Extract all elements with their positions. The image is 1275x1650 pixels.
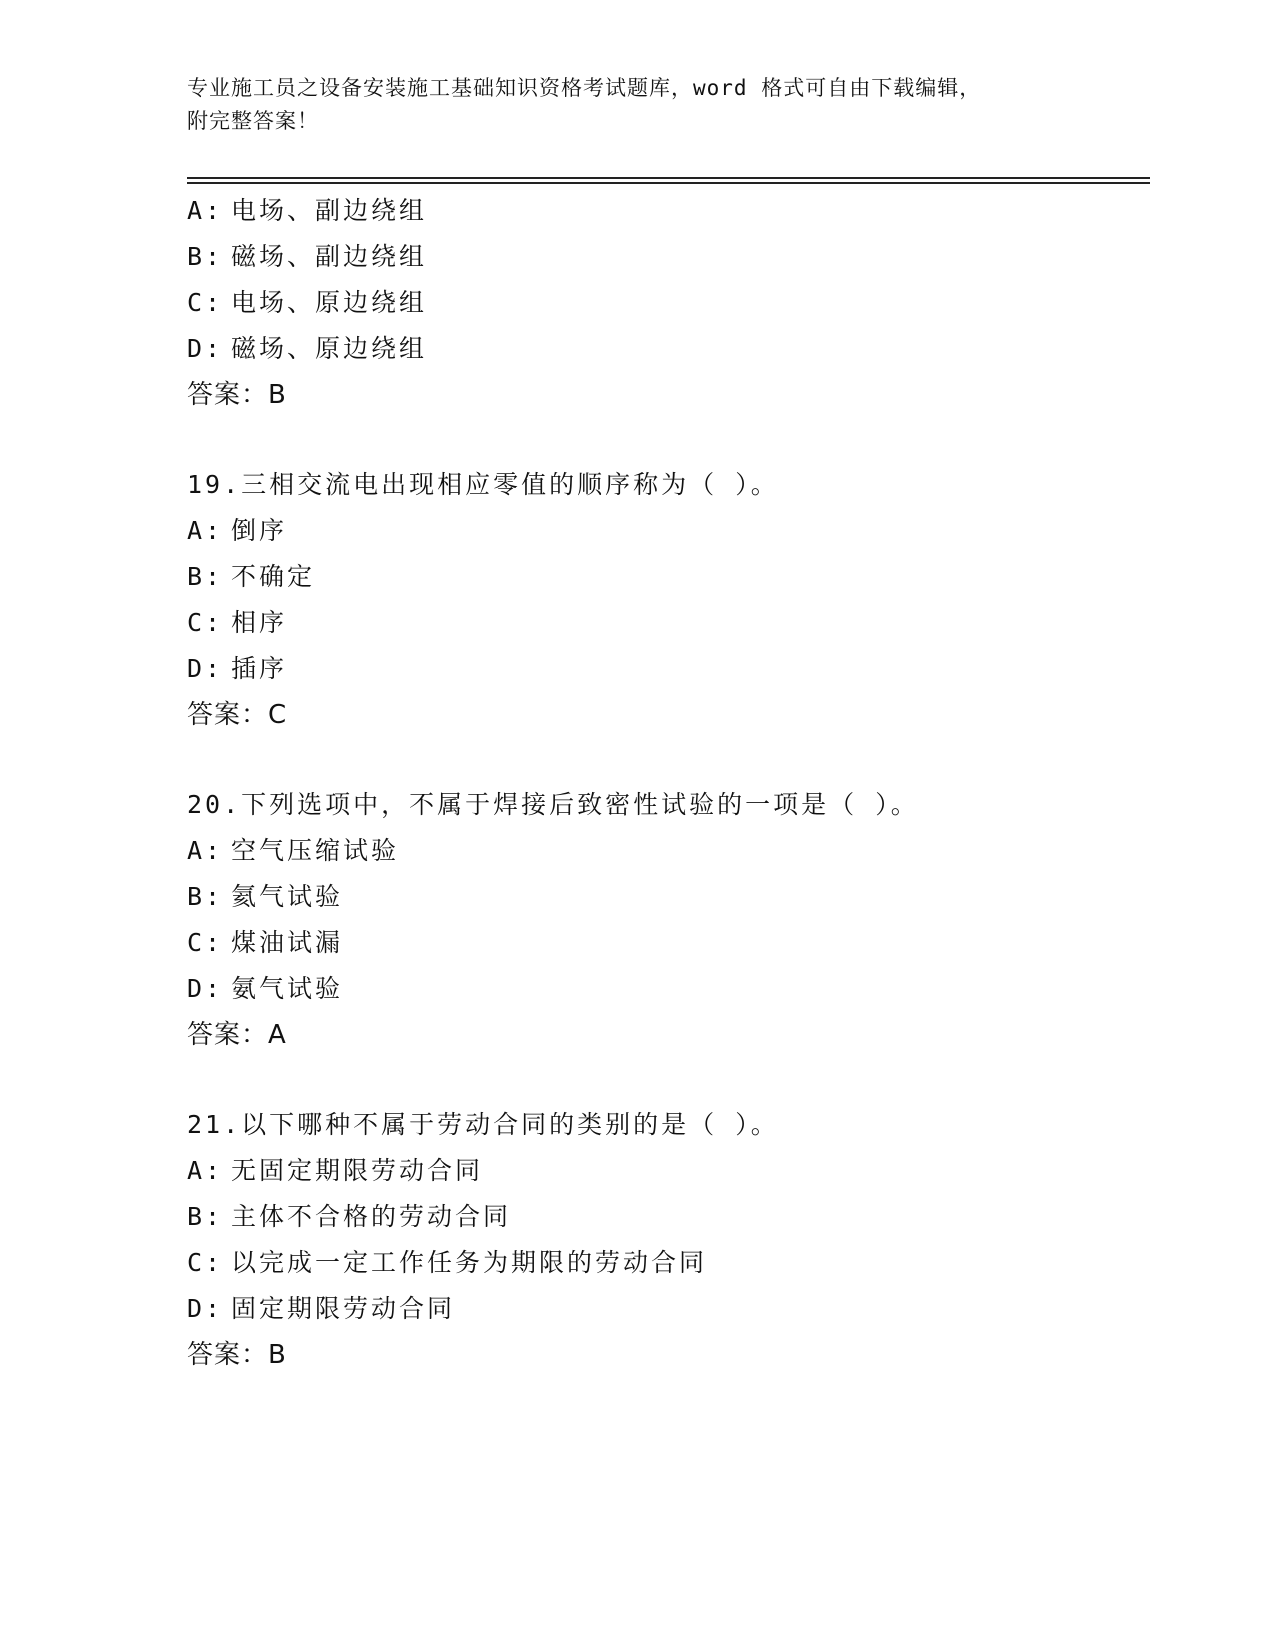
option-label: D: — [187, 1294, 224, 1323]
option-b — [187, 874, 1147, 920]
option-c — [187, 600, 1147, 646]
option-label: A: — [187, 1156, 224, 1185]
option-text: 倒序 — [231, 516, 288, 545]
option-text: 相序 — [231, 608, 288, 637]
option-text: 磁场、副边绕组 — [231, 242, 428, 271]
option-label: C: — [187, 928, 224, 957]
option-text: 无固定期限劳动合同 — [231, 1156, 484, 1185]
header-rule-bottom — [187, 182, 1150, 184]
option-text: 磁场、原边绕组 — [231, 334, 428, 363]
option-text: 插序 — [231, 654, 288, 683]
option-text: 不确定 — [231, 562, 316, 591]
header-line-2: 附完整答案！ — [187, 109, 319, 133]
question-stem: 19.三相交流电出现相应零值的顺序称为（ ）。 — [187, 470, 779, 499]
question-stem: 21.以下哪种不属于劳动合同的类别的是（ ）。 — [187, 1110, 779, 1139]
question-19 — [187, 462, 1147, 738]
option-label: C: — [187, 1248, 224, 1277]
option-b — [187, 234, 1147, 280]
question-21 — [187, 1102, 1147, 1378]
option-d — [187, 646, 1147, 692]
option-a — [187, 828, 1147, 874]
header-rule-top — [187, 177, 1150, 179]
document-header — [187, 72, 1087, 138]
option-label: C: — [187, 608, 224, 637]
option-text: 煤油试漏 — [231, 928, 344, 957]
option-c — [187, 280, 1147, 326]
option-label: A: — [187, 196, 224, 225]
option-d — [187, 966, 1147, 1012]
answer: 答案：C — [187, 700, 288, 730]
option-label: D: — [187, 654, 224, 683]
option-label: B: — [187, 1202, 224, 1231]
option-b — [187, 554, 1147, 600]
option-d — [187, 326, 1147, 372]
option-label: A: — [187, 836, 224, 865]
option-text: 电场、原边绕组 — [231, 288, 428, 317]
question-20 — [187, 782, 1147, 1058]
option-text: 空气压缩试验 — [231, 836, 400, 865]
option-label: D: — [187, 974, 224, 1003]
option-a — [187, 508, 1147, 554]
question-list — [187, 188, 1147, 1378]
question-stem: 20.下列选项中，不属于焊接后致密性试验的一项是（ ）。 — [187, 790, 919, 819]
option-label: B: — [187, 882, 224, 911]
option-a — [187, 1148, 1147, 1194]
option-b — [187, 1194, 1147, 1240]
option-label: B: — [187, 242, 224, 271]
option-c — [187, 1240, 1147, 1286]
answer: 答案：B — [187, 1340, 287, 1370]
option-d — [187, 1286, 1147, 1332]
option-text: 电场、副边绕组 — [231, 196, 428, 225]
option-label: B: — [187, 562, 224, 591]
option-text: 主体不合格的劳动合同 — [231, 1202, 512, 1231]
option-a — [187, 188, 1147, 234]
option-label: D: — [187, 334, 224, 363]
option-label: A: — [187, 516, 224, 545]
answer: 答案：A — [187, 1020, 287, 1050]
option-text: 氨气试验 — [231, 974, 344, 1003]
answer: 答案：B — [187, 380, 287, 410]
option-text: 固定期限劳动合同 — [231, 1294, 456, 1323]
header-line-1: 专业施工员之设备安装施工基础知识资格考试题库，word 格式可自由下载编辑， — [187, 76, 982, 100]
option-label: C: — [187, 288, 224, 317]
option-text: 氦气试验 — [231, 882, 344, 911]
option-c — [187, 920, 1147, 966]
question-18-continuation — [187, 188, 1147, 418]
option-text: 以完成一定工作任务为期限的劳动合同 — [231, 1248, 708, 1277]
